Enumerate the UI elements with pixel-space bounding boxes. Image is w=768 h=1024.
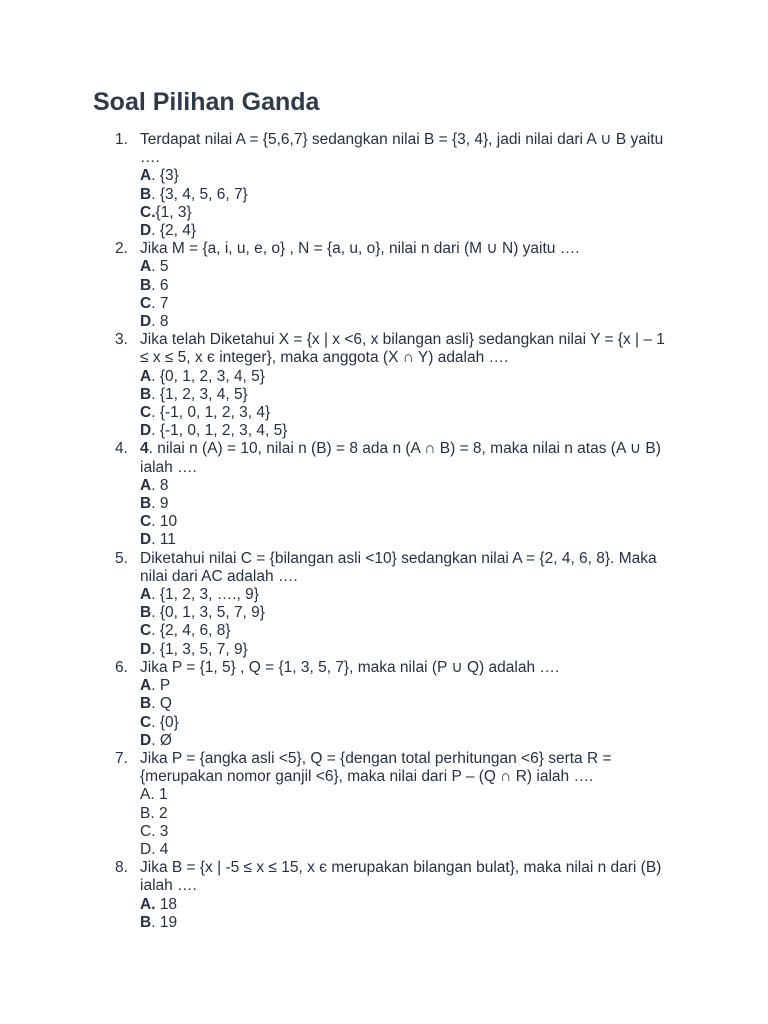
option-letter: B bbox=[140, 385, 152, 403]
answer-option bbox=[140, 604, 675, 622]
option-text: 5 bbox=[159, 258, 169, 276]
option-separator: . bbox=[151, 367, 160, 385]
answer-option bbox=[140, 695, 675, 713]
option-text: {2, 4} bbox=[159, 222, 197, 240]
question-item bbox=[115, 659, 675, 750]
option-separator: . bbox=[151, 622, 160, 640]
option-text: {-1, 0, 1, 2, 3, 4, 5} bbox=[159, 422, 288, 440]
option-separator: . bbox=[151, 495, 160, 513]
question-number: 1. bbox=[115, 131, 128, 148]
question-body: Jika telah Diketahui X = {x | x <6, x bilangan asli} sedangkan nilai Y = {x | – 1 ≤ x ≤ 5, x є integer}, maka anggota (X ∩ Y) adalah …. bbox=[140, 331, 665, 367]
question-number: 7. bbox=[115, 749, 128, 767]
answer-option bbox=[140, 823, 675, 841]
option-separator: . bbox=[151, 167, 160, 185]
answer-option bbox=[140, 313, 675, 331]
answer-option bbox=[140, 368, 675, 386]
question-text bbox=[140, 440, 675, 476]
option-separator: . bbox=[151, 586, 160, 604]
page-title: Soal Pilihan Ganda bbox=[93, 88, 320, 116]
question-body: Jika P = {1, 5} , Q = {1, 3, 5, 7}, maka nilai (P ∪ Q) adalah …. bbox=[140, 658, 560, 676]
question-body: Jika P = {angka asli <5}, Q = {dengan total perhitungan <6} serta R = {merupakan nomor ganjil <6}, maka nilai dari P – (Q ∩ R) ialah …. bbox=[140, 749, 612, 786]
question-text bbox=[140, 550, 675, 586]
answer-option bbox=[140, 204, 675, 222]
question-bold-prefix: 4 bbox=[140, 440, 149, 458]
answer-option bbox=[140, 477, 675, 495]
option-letter: A bbox=[140, 677, 152, 695]
option-letter: A bbox=[140, 167, 152, 185]
option-text: 11 bbox=[159, 531, 176, 549]
option-letter: A bbox=[140, 476, 152, 494]
answer-option bbox=[140, 422, 675, 440]
answer-option bbox=[140, 641, 675, 659]
option-text: {-1, 0, 1, 2, 3, 4} bbox=[159, 404, 271, 422]
question-item bbox=[115, 331, 675, 440]
option-text: {0, 1, 2, 3, 4, 5} bbox=[159, 367, 265, 385]
answer-option bbox=[140, 167, 675, 185]
answer-option bbox=[140, 258, 675, 276]
question-text bbox=[140, 331, 675, 367]
answer-option bbox=[140, 786, 675, 804]
option-separator: . bbox=[151, 276, 160, 294]
question-item bbox=[115, 240, 675, 331]
answer-option bbox=[140, 386, 675, 404]
question-text bbox=[140, 659, 675, 677]
option-letter: B bbox=[140, 604, 152, 622]
question-body: Diketahui nilai C = {bilangan asli <10} sedangkan nilai A = {2, 4, 6, 8}. Maka nilai dari AC adalah …. bbox=[140, 549, 657, 585]
answer-option bbox=[140, 622, 675, 640]
option-letter: A bbox=[140, 586, 152, 604]
option-separator: . bbox=[151, 404, 160, 422]
option-text: 10 bbox=[159, 513, 178, 531]
question-number: 4. bbox=[115, 440, 128, 458]
option-text: {1, 3} bbox=[155, 203, 192, 221]
option-separator: . bbox=[151, 604, 160, 622]
option-separator: . bbox=[151, 513, 160, 531]
question-body: Terdapat nilai A = {5,6,7} sedangkan nilai B = {3, 4}, jadi nilai dari A ∪ B yaitu …. bbox=[140, 131, 664, 167]
option-text: Ø bbox=[159, 731, 172, 749]
option-separator: . bbox=[151, 422, 160, 440]
question-item bbox=[115, 550, 675, 659]
answer-option bbox=[140, 295, 675, 313]
option-separator: . bbox=[151, 677, 160, 695]
option-text: 7 bbox=[159, 294, 169, 312]
option-letter: C bbox=[140, 294, 152, 312]
question-number: 5. bbox=[115, 549, 128, 567]
option-text: 8 bbox=[159, 313, 169, 331]
question-body: Jika M = {a, i, u, e, o} , N = {a, u, o}, nilai n dari (M ∪ N) yaitu …. bbox=[140, 240, 580, 258]
answer-option bbox=[140, 277, 675, 295]
option-separator: . bbox=[151, 313, 160, 331]
answer-option bbox=[140, 513, 675, 531]
option-text: C. 3 bbox=[140, 822, 169, 840]
option-letter: D bbox=[140, 640, 152, 658]
option-separator: . bbox=[151, 222, 160, 240]
question-number: 2. bbox=[115, 240, 128, 258]
option-text: 6 bbox=[159, 276, 169, 294]
option-text: 9 bbox=[159, 495, 169, 513]
answer-option bbox=[140, 495, 675, 513]
question-item bbox=[115, 859, 675, 932]
option-text: {3} bbox=[159, 167, 179, 185]
option-separator: . bbox=[151, 385, 160, 403]
option-text: 8 bbox=[159, 476, 169, 494]
option-separator: . bbox=[151, 476, 160, 494]
question-body: . nilai n (A) = 10, nilai n (B) = 8 ada n (A ∩ B) = 8, maka nilai n atas (A ∪ B) ialah …. bbox=[140, 440, 661, 476]
answer-option bbox=[140, 805, 675, 823]
option-letter: A bbox=[140, 367, 152, 385]
option-text: {0} bbox=[159, 713, 179, 731]
option-letter: D bbox=[140, 422, 152, 440]
option-text: D. 4 bbox=[140, 840, 169, 858]
answer-option bbox=[140, 914, 675, 932]
option-text: {0, 1, 3, 5, 7, 9} bbox=[159, 604, 265, 622]
option-letter: C bbox=[140, 622, 152, 640]
option-text: B. 2 bbox=[140, 804, 168, 822]
question-list bbox=[115, 131, 675, 932]
option-text: 19 bbox=[159, 913, 178, 931]
option-separator: . bbox=[151, 294, 160, 312]
question-item bbox=[115, 750, 675, 859]
answer-option bbox=[140, 714, 675, 732]
answer-option bbox=[140, 732, 675, 750]
option-letter: D bbox=[140, 313, 152, 331]
option-separator: . bbox=[151, 640, 160, 658]
option-letter: A. bbox=[140, 895, 156, 913]
option-text: P bbox=[159, 677, 171, 695]
option-letter: C bbox=[140, 513, 152, 531]
option-text: {3, 4, 5, 6, 7} bbox=[159, 185, 248, 203]
option-separator: . bbox=[151, 731, 160, 749]
option-separator: . bbox=[151, 913, 160, 931]
option-letter: D bbox=[140, 531, 152, 549]
option-letter: B bbox=[140, 276, 152, 294]
option-separator: . bbox=[151, 695, 160, 713]
option-separator: . bbox=[151, 531, 160, 549]
question-item bbox=[115, 440, 675, 549]
answer-option bbox=[140, 586, 675, 604]
question-text bbox=[140, 859, 675, 895]
option-letter: C. bbox=[140, 203, 156, 221]
option-letter: D bbox=[140, 222, 152, 240]
answer-option bbox=[140, 531, 675, 549]
question-text bbox=[140, 131, 675, 167]
option-separator: . bbox=[151, 185, 160, 203]
option-text: Q bbox=[159, 695, 172, 713]
option-letter: B bbox=[140, 913, 152, 931]
option-text: {1, 2, 3, …., 9} bbox=[159, 586, 259, 604]
answer-option bbox=[140, 404, 675, 422]
option-text: A. 1 bbox=[140, 786, 168, 804]
answer-option bbox=[140, 677, 675, 695]
question-number: 8. bbox=[115, 859, 128, 877]
option-letter: A bbox=[140, 258, 152, 276]
question-text bbox=[140, 750, 675, 786]
answer-option bbox=[140, 896, 675, 914]
option-text: {2, 4, 6, 8} bbox=[159, 622, 231, 640]
option-separator: . bbox=[151, 258, 160, 276]
option-separator: . bbox=[151, 713, 160, 731]
option-text: {1, 3, 5, 7, 9} bbox=[159, 640, 248, 658]
option-letter: C bbox=[140, 404, 152, 422]
answer-option bbox=[140, 841, 675, 859]
option-letter: C bbox=[140, 713, 152, 731]
option-text: {1, 2, 3, 4, 5} bbox=[159, 385, 248, 403]
answer-option bbox=[140, 186, 675, 204]
option-text: 18 bbox=[159, 895, 178, 913]
question-item bbox=[115, 131, 675, 240]
option-letter: B bbox=[140, 695, 152, 713]
question-number: 6. bbox=[115, 658, 128, 676]
option-letter: B bbox=[140, 185, 152, 203]
question-body: Jika B = {x | -5 ≤ x ≤ 15, x є merupakan bilangan bulat}, maka nilai n dari (B) ialah …. bbox=[140, 859, 662, 895]
question-text bbox=[140, 240, 675, 258]
option-letter: B bbox=[140, 495, 152, 513]
option-letter: D bbox=[140, 731, 152, 749]
question-number: 3. bbox=[115, 331, 128, 349]
answer-option bbox=[140, 222, 675, 240]
